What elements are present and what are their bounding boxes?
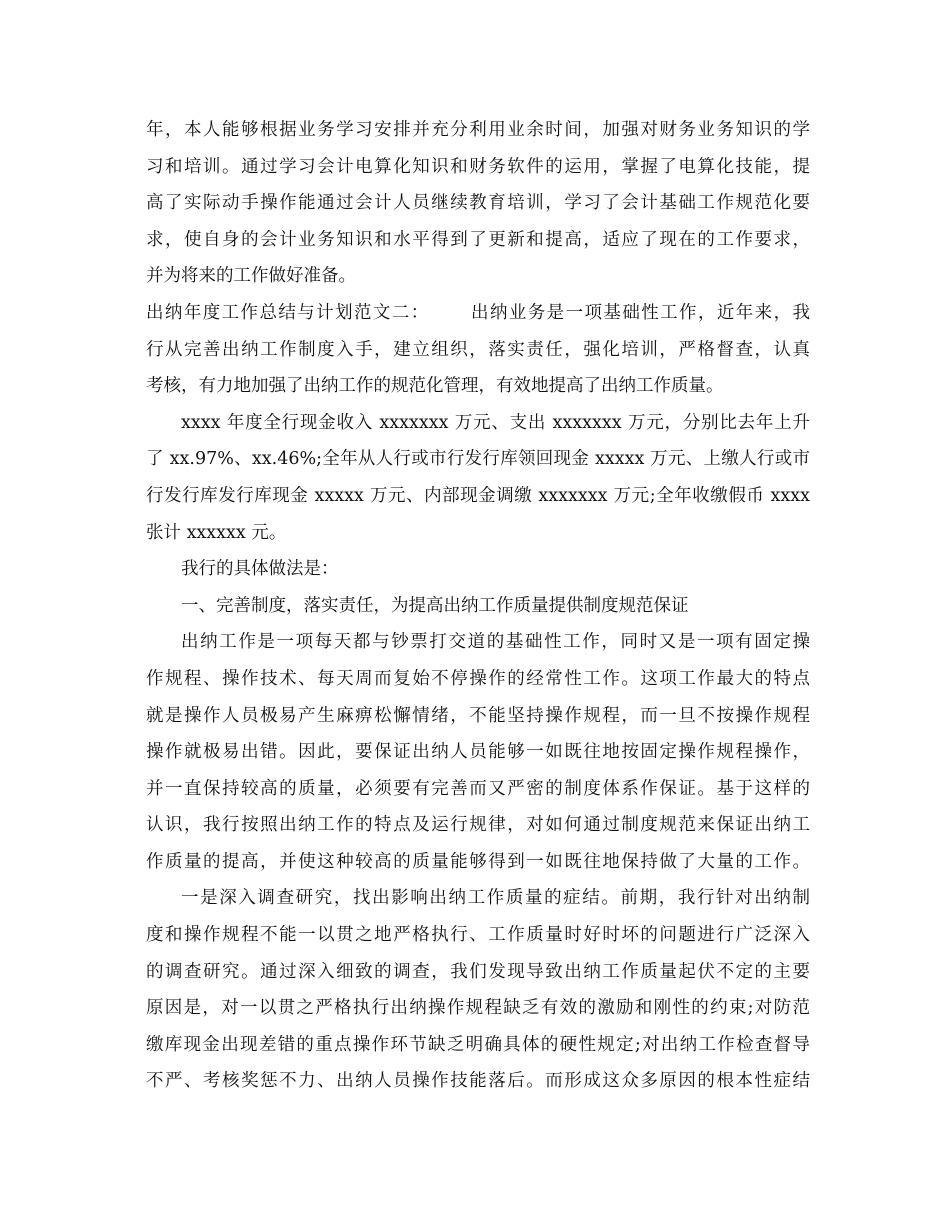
text-line-18: 操作就极易出错。因此，要保证出纳人员能够一如既往地按固定操作规程操作，: [146, 742, 810, 763]
text-line-15: 出纳工作是一项每天都与钞票打交道的基础性工作，同时又是一项有固定操: [181, 632, 810, 653]
text-line-7: 行从完善出纳工作制度入手，建立组织，落实责任，强化培训，严格督查，认真: [146, 339, 810, 360]
heading-line-text: 出纳业务是一项基础性工作，近年来，我: [469, 302, 811, 323]
text-line-21: 作质量的提高，并使这种较高的质量能够得到一如既往地保持做了大量的工作。: [146, 851, 810, 872]
text-line-4: 求，使自身的会计业务知识和水平得到了更新和提高，适应了现在的工作要求，: [146, 229, 810, 250]
text-line-23: 度和操作规程不能一以贯之地严格执行、工作质量时好时坏的问题进行广泛深入: [146, 925, 810, 946]
text-line-17: 就是操作人员极易产生麻痹松懈情绪，不能坚持操作规程，而一旦不按操作规程: [146, 705, 810, 726]
section-heading: 出纳年度工作总结与计划范文二：: [146, 302, 430, 323]
text-line-1: 年，本人能够根据业务学习安排并充分利用业余时间，加强对财务业务知识的学: [146, 120, 810, 140]
text-line-25: 原因是，对一以贯之严格执行出纳操作规程缺乏有效的激励和刚性的约束;对防范: [146, 998, 810, 1019]
text-line-16: 作规程、操作技术、每天周而复始不停操作的经常性工作。这项工作最大的特点: [146, 668, 810, 689]
text-line-10: 了 xx.97%、xx.46%;全年从人行或市行发行库领回现金 xxxxx 万元、上缴人行或市: [146, 449, 810, 470]
text-line-14: 一、完善制度，落实责任，为提高出纳工作质量提供制度规范保证: [181, 595, 689, 616]
text-line-22: 一是深入调查研究，找出影响出纳工作质量的症结。前期，我行针对出纳制: [181, 888, 810, 909]
document-body: [146, 112, 810, 1100]
text-line-3: 高了实际动手操作能通过会计人员继续教育培训，学习了会计基础工作规范化要: [146, 193, 810, 214]
text-line-12: 张计 xxxxxx 元。: [146, 522, 287, 543]
text-line-24: 的调查研究。通过深入细致的调查，我们发现导致出纳工作质量起伏不定的主要: [146, 961, 810, 982]
text-line-20: 认识，我行按照出纳工作的特点及运行规律，对如何通过制度规范来保证出纳工: [146, 815, 810, 836]
text-line-11: 行发行库发行库现金 xxxxx 万元、内部现金调缴 xxxxxxx 万元;全年收缴假币 xxxx: [146, 485, 810, 506]
text-line-26: 缴库现金出现差错的重点操作环节缺乏明确具体的硬性规定;对出纳工作检查督导: [146, 1034, 810, 1055]
text-line-27: 不严、考核奖惩不力、出纳人员操作技能落后。而形成这众多原因的根本性症结: [146, 1071, 810, 1092]
text-line-5: 并为将来的工作做好准备。: [146, 266, 356, 287]
text-line-13: 我行的具体做法是：: [181, 559, 339, 580]
text-line-9: xxxx 年度全行现金收入 xxxxxxx 万元、支出 xxxxxxx 万元，分别比去年上升: [181, 412, 810, 433]
text-line-19: 并一直保持较高的质量，必须要有完善而又严密的制度体系作保证。基于这样的: [146, 778, 810, 799]
section-heading-line: [146, 295, 810, 332]
text-line-2: 习和培训。通过学习会计电算化知识和财务软件的运用，掌握了电算化技能，提: [146, 156, 810, 177]
text-line-8: 考核，有力地加强了出纳工作的规范化管理，有效地提高了出纳工作质量。: [146, 376, 724, 397]
